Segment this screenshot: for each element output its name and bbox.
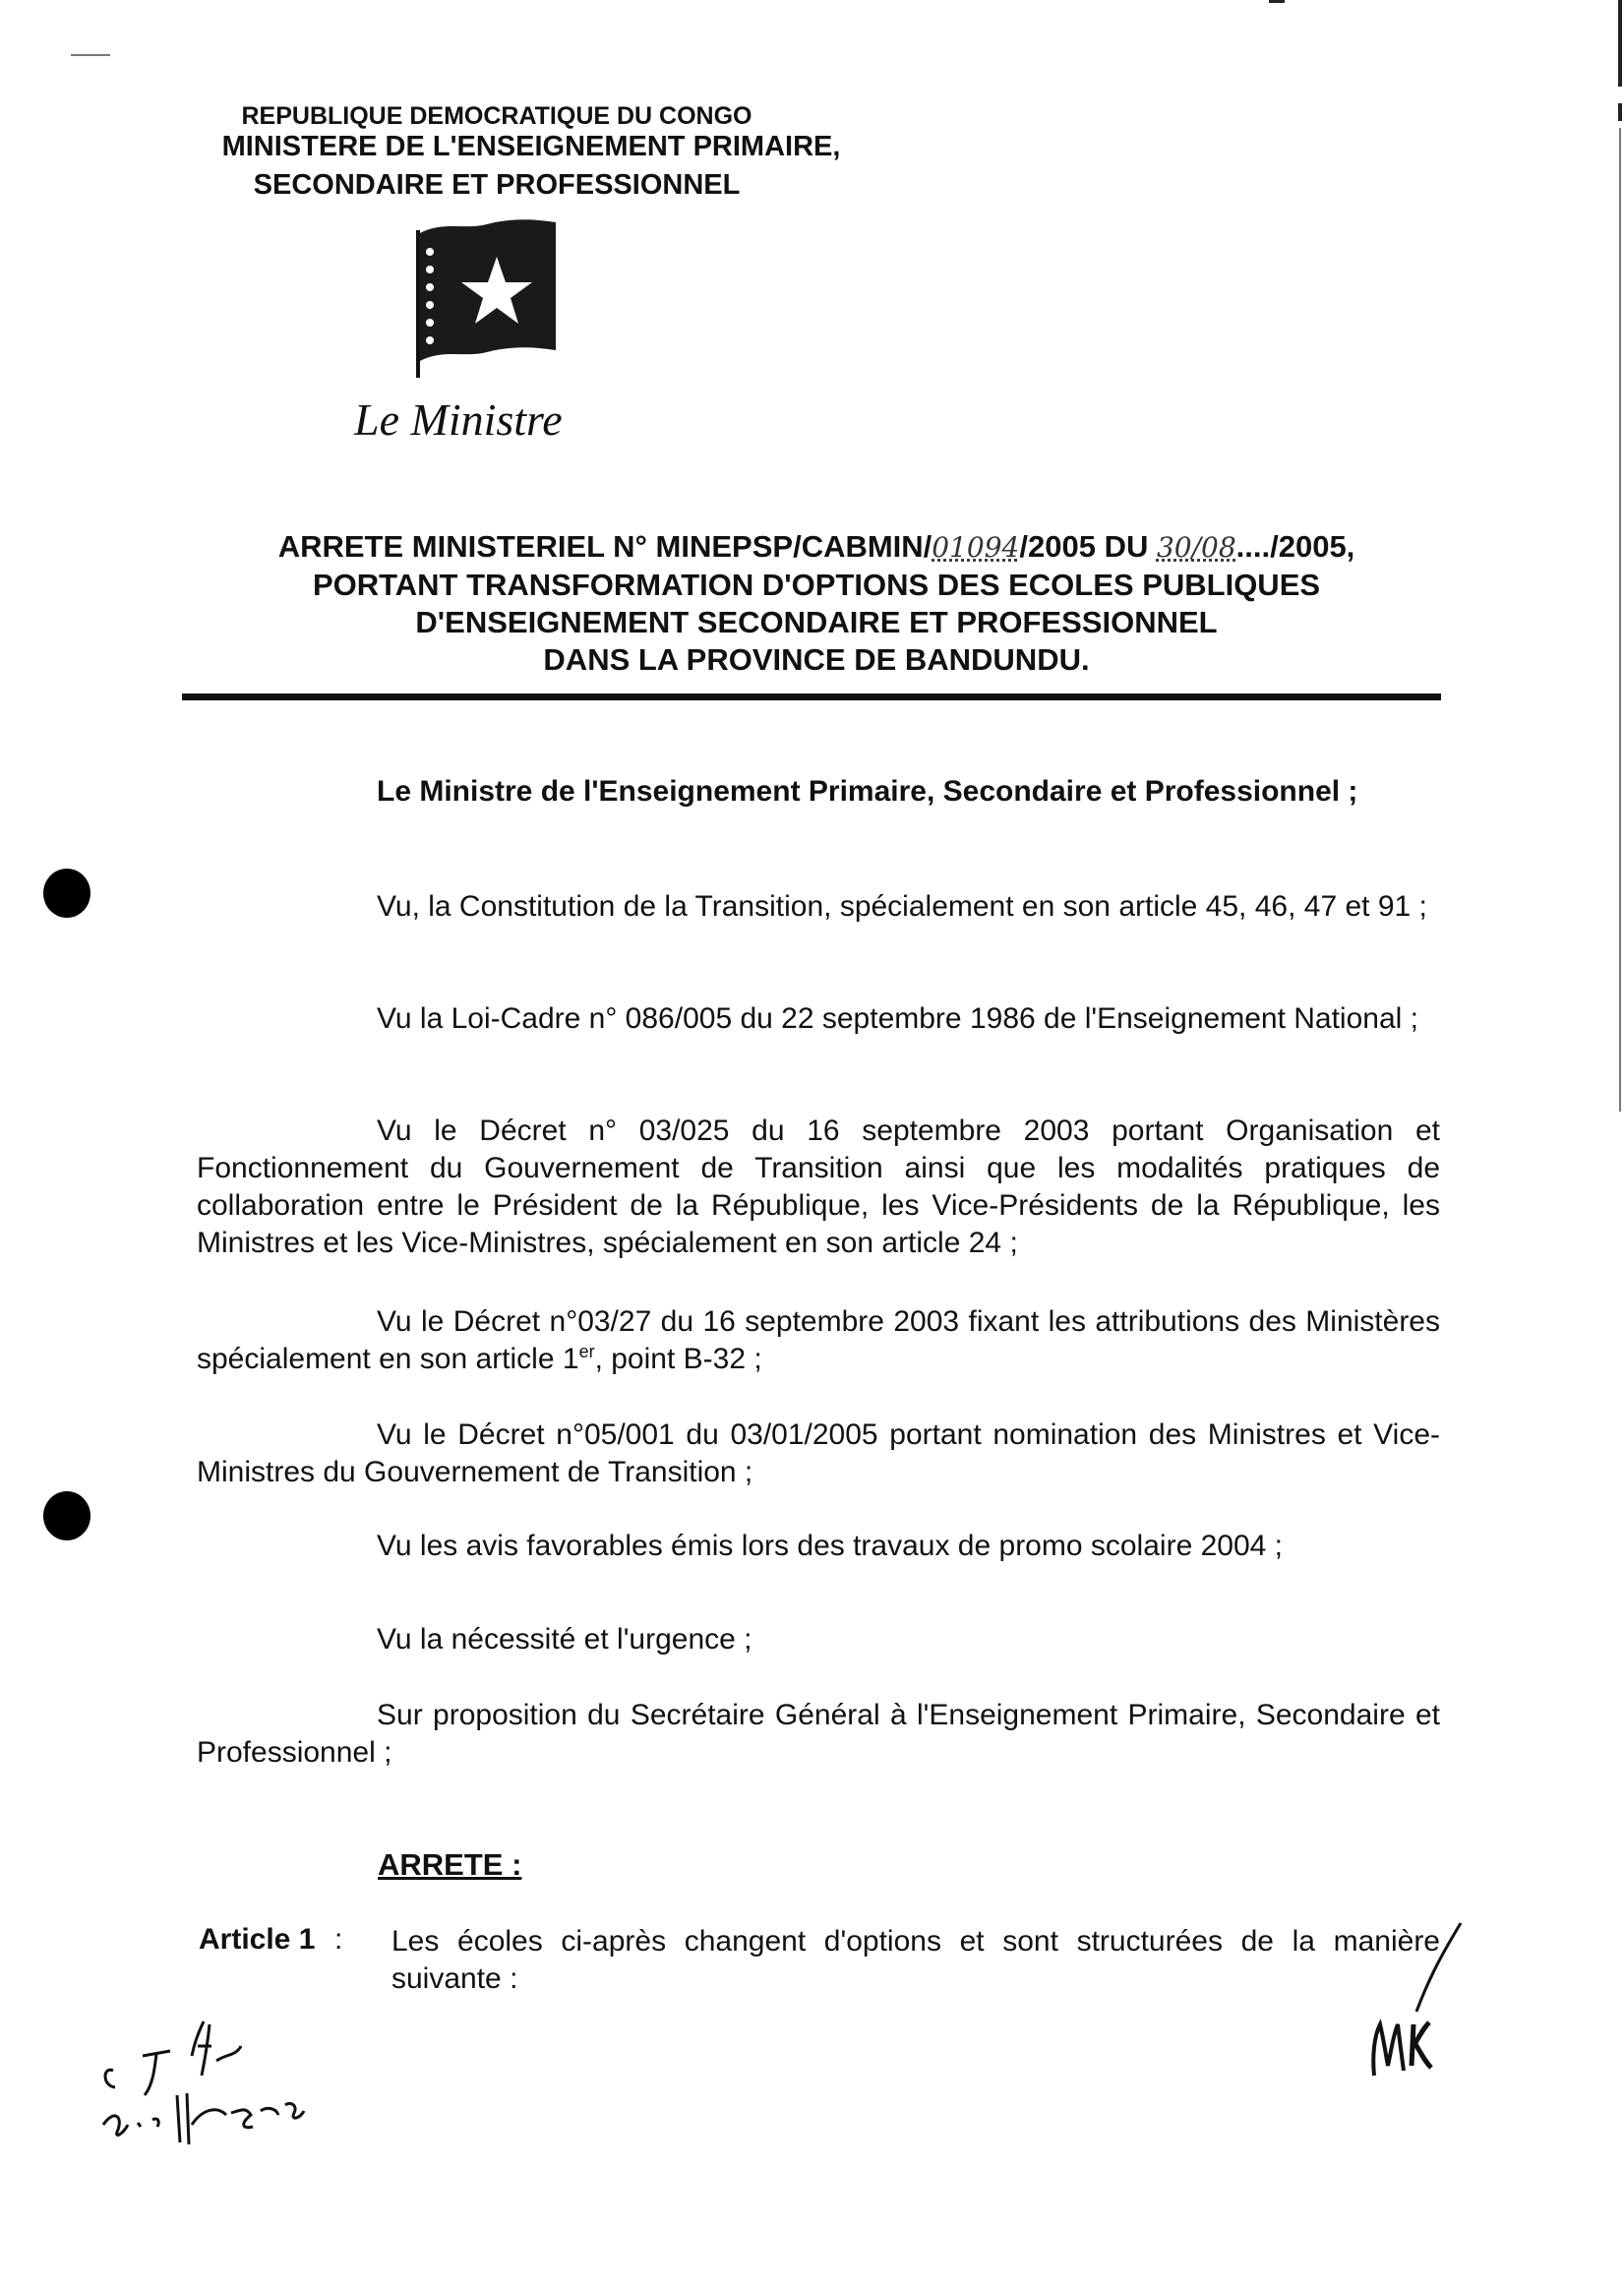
vu-necessite-paragraph: Vu la nécessité et l'urgence ; [377, 1623, 752, 1656]
vu-loi-cadre-paragraph: Vu la Loi-Cadre n° 086/005 du 22 septembre 1986 de l'Enseignement National ; [377, 1002, 1418, 1035]
title-divider [182, 693, 1441, 700]
preamble-paragraph: Le Ministre de l'Enseignement Primaire, Secondaire et Professionnel ; [377, 775, 1358, 808]
handwritten-decree-date: 30/08 [1156, 531, 1236, 564]
handwritten-initials [1362, 1918, 1471, 2095]
vu-decret-001-paragraph: Vu le Décret n°05/001 du 03/01/2005 portant nomination des Ministres et Vice-Ministres du Gouvernement de Transition ; [197, 1418, 1440, 1488]
handwritten-annotation [93, 2017, 330, 2164]
scan-edge-mark [71, 54, 110, 56]
article-1-colon: : [334, 1923, 343, 1956]
decree-title-line-1: ARRETE MINISTERIEL N° MINEPSP/CABMIN/01094/2005 DU 30/08..../2005, [277, 529, 1355, 564]
ministry-line-2: SECONDAIRE ET PROFESSIONNEL [253, 169, 741, 201]
scan-edge-mark [1618, 0, 1622, 87]
punch-hole [43, 1491, 90, 1540]
country-name: REPUBLIQUE DEMOCRATIQUE DU CONGO [241, 102, 752, 130]
punch-hole [43, 869, 90, 918]
decree-title-line-3: D'ENSEIGNEMENT SECONDAIRE ET PROFESSIONNEL [415, 605, 1218, 639]
proposition-paragraph: Sur proposition du Secrétaire Général à l'Enseignement Primaire, Secondaire et Professionnel ; [197, 1699, 1440, 1769]
decree-title-line-2: PORTANT TRANSFORMATION D'OPTIONS DES ECOLES PUBLIQUES [312, 568, 1321, 602]
decree-title-line-4: DANS LA PROVINCE DE BANDUNDU. [543, 642, 1090, 677]
vu-constitution-paragraph: Vu, la Constitution de la Transition, spécialement en son article 45, 46, 47 et 91 ; [377, 890, 1427, 923]
vu-decret-025-paragraph: Vu le Décret n° 03/025 du 16 septembre 2003 portant Organisation et Fonctionnement du Gouvernement de Transition ainsi que les modalités pratiques de collaboration entre le Président de la République, les Vice-Présidents de la République, les Ministres et les Vice-Ministres, spécialement en son article 24 ; [197, 1115, 1440, 1259]
handwritten-decree-number: 01094 [932, 531, 1020, 564]
scan-edge-mark [1619, 128, 1621, 1112]
scan-edge-mark [1618, 103, 1622, 121]
ministry-line-1: MINISTERE DE L'ENSEIGNEMENT PRIMAIRE, [221, 131, 841, 162]
arrete-heading: ARRETE : [378, 1847, 522, 1882]
vu-decret-27-paragraph: Vu le Décret n°03/27 du 16 septembre 2003 fixant les attributions des Ministères spécialement en son article 1er, point B-32 ; [197, 1305, 1440, 1375]
signatory-title: Le Ministre [354, 394, 563, 445]
decree-title [177, 528, 1456, 679]
drc-flag-star-emblem-icon [413, 212, 561, 380]
article-1-text: Les écoles ci-après changent d'options et sont structurées de la manière suivante : [391, 1925, 1440, 1995]
article-1-label: Article 1 [199, 1923, 316, 1956]
scan-edge-mark [1269, 0, 1285, 3]
vu-avis-paragraph: Vu les avis favorables émis lors des travaux de promo scolaire 2004 ; [377, 1530, 1283, 1562]
